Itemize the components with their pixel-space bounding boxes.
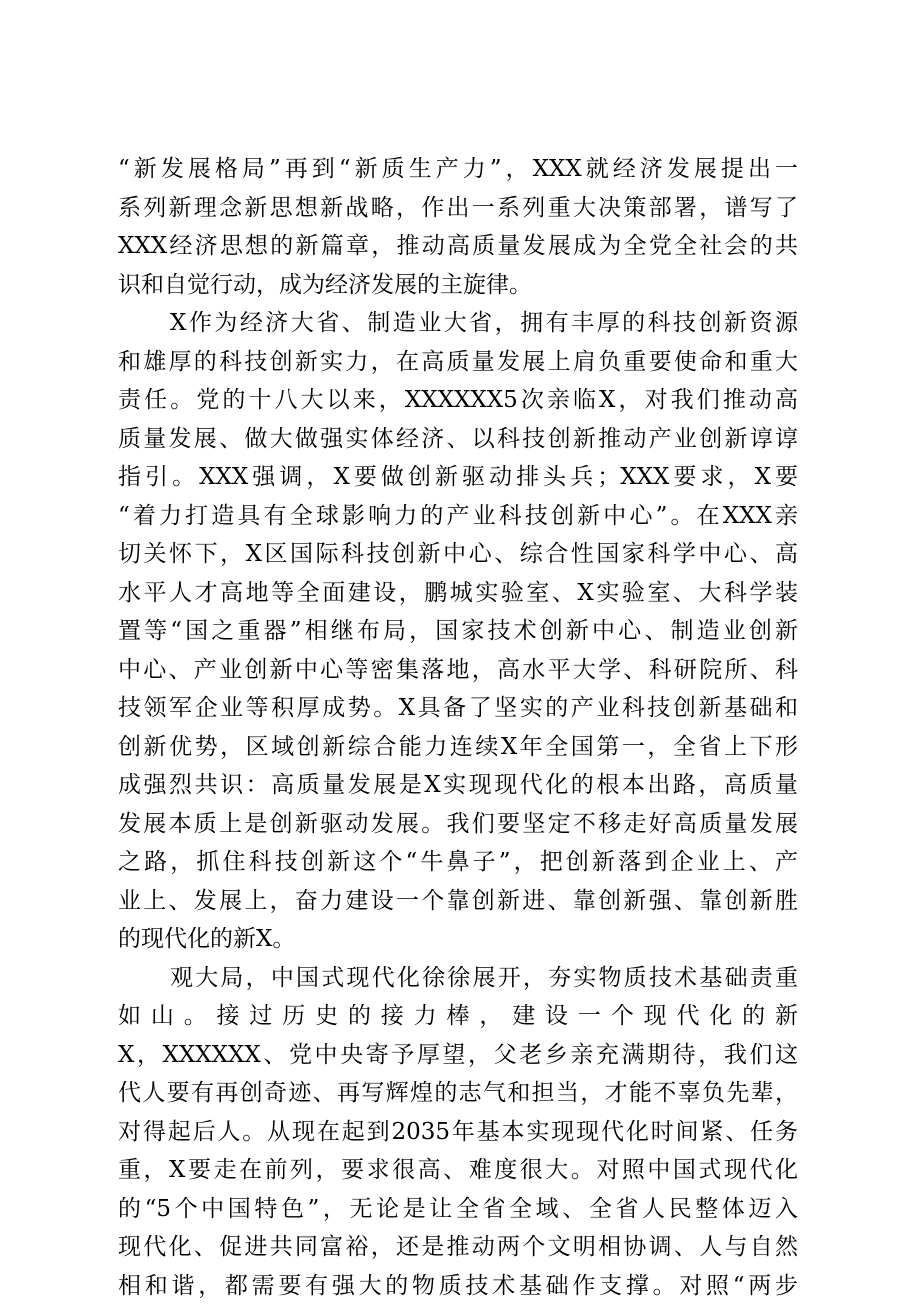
text-line: 技领军企业等积厚成势。X具备了坚实的产业科技创新基础和 <box>118 689 798 728</box>
text-line: 之路，抓住科技创新这个“牛鼻子”，把创新落到企业上、产 <box>118 843 798 882</box>
text-line: 的“5个中国特色”，无论是让全省全域、全省人民整体迈入 <box>118 1190 798 1229</box>
text-line: 现代化、促进共同富裕，还是推动两个文明相协调、人与自然 <box>118 1228 798 1267</box>
text-line: “着力打造具有全球影响力的产业科技创新中心”。在XXX亲 <box>118 497 798 536</box>
text-line: 质量发展、做大做强实体经济、以科技创新推动产业创新谆谆 <box>118 420 798 459</box>
paragraph-3 <box>118 959 798 1305</box>
paragraph-2 <box>118 304 798 959</box>
text-line: 和雄厚的科技创新实力，在高质量发展上肩负重要使命和重大 <box>118 343 798 382</box>
text-line: 对得起后人。从现在起到2035年基本实现现代化时间紧、任务 <box>118 1113 798 1152</box>
paragraph-1 <box>118 150 798 304</box>
text-line: 成强烈共识：高质量发展是X实现现代化的根本出路，高质量 <box>118 766 798 805</box>
text-line: 的现代化的新X。 <box>118 920 798 959</box>
text-line: 识和自觉行动，成为经济发展的主旋律。 <box>118 266 798 305</box>
document-body <box>118 150 798 1305</box>
text-line: “新发展格局”再到“新质生产力”，XXX就经济发展提出一 <box>118 150 798 189</box>
text-line: 创新优势，区域创新综合能力连续X年全国第一，全省上下形 <box>118 728 798 767</box>
text-line: 中心、产业创新中心等密集落地，高水平大学、科研院所、科 <box>118 651 798 690</box>
text-line: 如山。接过历史的接力棒，建设一个现代化的新 <box>118 997 798 1036</box>
text-line: 系列新理念新思想新战略，作出一系列重大决策部署，谱写了 <box>118 189 798 228</box>
text-line: 代人要有再创奇迹、再写辉煌的志气和担当，才能不辜负先辈， <box>118 1074 798 1113</box>
text-line: 发展本质上是创新驱动发展。我们要坚定不移走好高质量发展 <box>118 805 798 844</box>
text-line: 切关怀下，X区国际科技创新中心、综合性国家科学中心、高 <box>118 535 798 574</box>
text-line: X，XXXXXX、党中央寄予厚望，父老乡亲充满期待，我们这 <box>118 1036 798 1075</box>
text-line: 业上、发展上，奋力建设一个靠创新进、靠创新强、靠创新胜 <box>118 882 798 921</box>
text-line: 水平人才高地等全面建设，鹏城实验室、X实验室、大科学装 <box>118 574 798 613</box>
text-line: 指引。XXX强调，X要做创新驱动排头兵；XXX要求，X要 <box>118 458 798 497</box>
text-line: 相和谐，都需要有强大的物质技术基础作支撑。对照“两步 <box>118 1267 798 1305</box>
text-line: 重，X要走在前列，要求很高、难度很大。对照中国式现代化 <box>118 1151 798 1190</box>
text-line: 责任。党的十八大以来，XXXXXX5次亲临X，对我们推动高 <box>118 381 798 420</box>
text-line: XXX经济思想的新篇章，推动高质量发展成为全党全社会的共 <box>118 227 798 266</box>
text-line: 观大局，中国式现代化徐徐展开，夯实物质技术基础责重 <box>118 959 798 998</box>
text-line: X作为经济大省、制造业大省，拥有丰厚的科技创新资源 <box>118 304 798 343</box>
text-line: 置等“国之重器”相继布局，国家技术创新中心、制造业创新 <box>118 612 798 651</box>
